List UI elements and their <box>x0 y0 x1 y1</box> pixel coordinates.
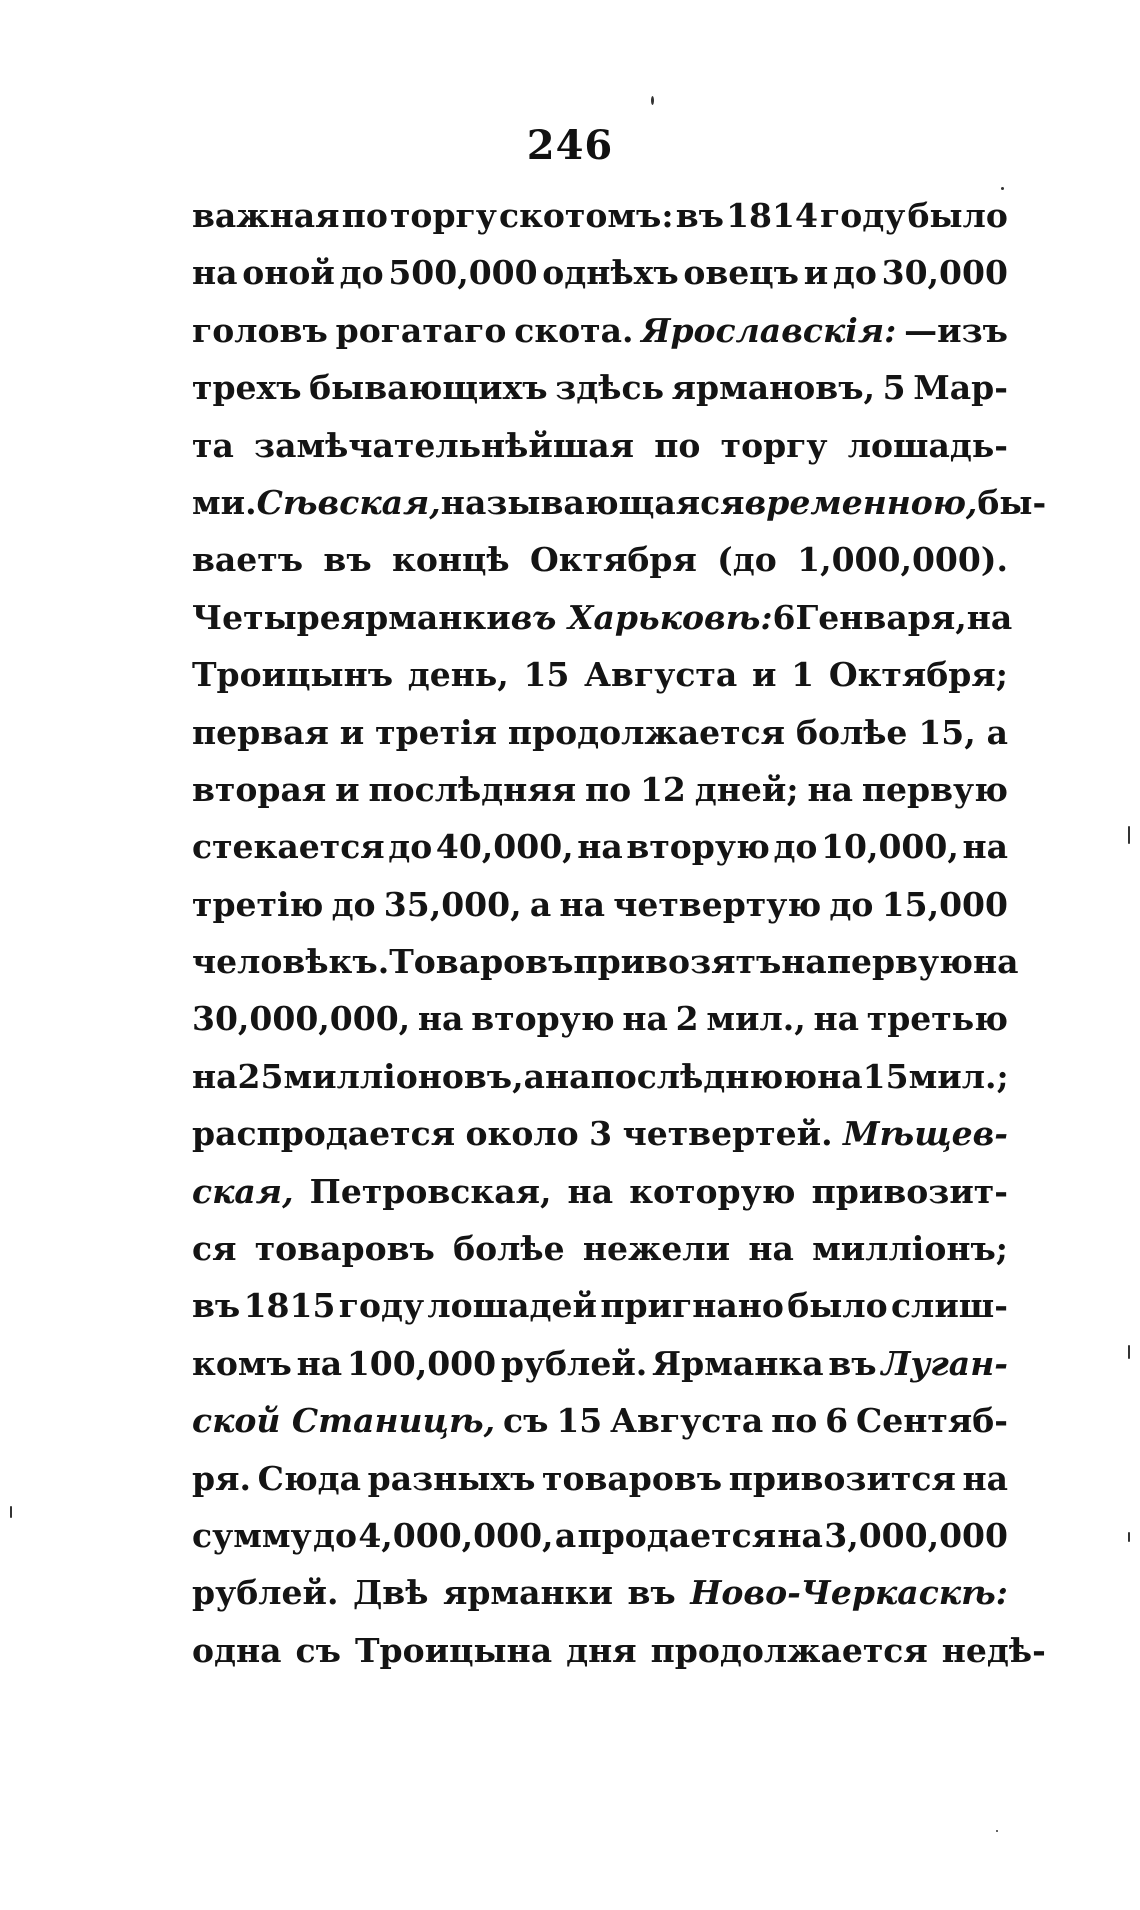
word: привозится <box>728 1458 956 1498</box>
word: ми. <box>192 482 257 522</box>
italic-word: Сѣвская, <box>256 482 441 522</box>
word: слиш- <box>890 1286 1008 1326</box>
word: на <box>748 1229 794 1269</box>
italic-word: Ново-Черкаскѣ: <box>690 1573 1008 1613</box>
word: товаровъ <box>254 1229 435 1269</box>
word: Петровская, <box>309 1171 552 1211</box>
word: разныхъ <box>367 1458 536 1498</box>
word: продолжается <box>650 1630 928 1670</box>
word: четвертую <box>613 884 822 924</box>
word: на <box>567 1171 614 1211</box>
word: 12 <box>639 769 686 809</box>
word: торгу <box>720 425 828 465</box>
word: на <box>417 999 464 1039</box>
word: здѣсь <box>555 368 664 408</box>
word: оной <box>242 253 335 293</box>
word: на <box>192 1056 238 1096</box>
word: 15,000 <box>881 884 1008 924</box>
word: 30,000 <box>881 253 1008 293</box>
word: важная <box>192 196 340 235</box>
text-line <box>192 426 1008 483</box>
word: комъ <box>192 1343 292 1383</box>
word: вторую <box>626 827 770 867</box>
word: человѣкъ. <box>192 942 390 982</box>
word: 1 <box>791 655 815 695</box>
italic-word: Ярославскія: <box>641 310 897 350</box>
text-line <box>192 1516 1008 1573</box>
word: болѣе <box>795 712 908 752</box>
word: 15 <box>523 655 570 695</box>
word: —изъ <box>904 310 1008 350</box>
word: по <box>654 425 701 465</box>
word: лошадь- <box>847 425 1008 465</box>
word: третія <box>375 712 498 752</box>
word: около <box>465 1114 579 1154</box>
word: торгу <box>389 196 497 235</box>
word: 25 <box>237 1056 284 1096</box>
word: та <box>192 425 234 465</box>
text-line <box>192 1057 1008 1114</box>
text-line <box>192 1344 1008 1401</box>
word: на <box>962 827 1008 867</box>
word: товаровъ <box>542 1458 723 1498</box>
word: Троицына <box>354 1630 553 1670</box>
text-line <box>192 1114 1008 1171</box>
word: привозит- <box>811 1171 1008 1211</box>
word: Товаровъ <box>389 942 574 982</box>
word: и <box>335 769 360 809</box>
word: рогатаго <box>335 310 507 350</box>
print-speck <box>996 1830 998 1832</box>
word: концѣ <box>392 540 510 580</box>
word: ярмановъ, <box>671 368 876 408</box>
word: скотомъ: <box>499 196 674 235</box>
word: третью <box>866 999 1008 1039</box>
word: называющаяся <box>440 482 745 522</box>
word: трехъ <box>192 368 302 408</box>
page-number: 246 <box>526 122 614 169</box>
word: 4,000,000, <box>358 1515 554 1555</box>
text-line <box>192 311 1008 368</box>
word: рублей. <box>192 1573 339 1613</box>
word: распродается <box>192 1114 456 1154</box>
word: милліонъ; <box>812 1229 1008 1269</box>
print-speck <box>1128 1345 1130 1359</box>
word: пригнано <box>600 1286 784 1326</box>
word: овецъ <box>683 253 799 293</box>
word: дней; <box>694 769 799 809</box>
word: по <box>584 769 632 809</box>
text-line <box>192 827 1008 884</box>
word: недѣ- <box>941 1630 1046 1670</box>
word: Сюда <box>257 1458 362 1498</box>
text-line <box>192 1630 1046 1688</box>
word: ся <box>192 1229 237 1269</box>
word: рублей. <box>500 1343 648 1383</box>
print-speck <box>1128 826 1130 844</box>
word: по <box>341 196 388 235</box>
word: по <box>771 1401 818 1441</box>
word: день, <box>407 655 509 695</box>
word: году <box>338 1286 425 1326</box>
word: мил., <box>706 999 806 1039</box>
word: а <box>523 1056 545 1096</box>
word: 1,000,000). <box>797 540 1008 580</box>
word: (до <box>717 540 777 580</box>
word: послѣднюю <box>590 1056 818 1096</box>
text-line <box>192 1573 1008 1630</box>
word: въ <box>323 540 372 580</box>
word: на <box>807 769 853 809</box>
text-line <box>192 253 1008 310</box>
word: скота. <box>514 310 634 350</box>
word: Генваря, <box>795 597 967 637</box>
print-speck <box>651 96 654 105</box>
word: Сентяб- <box>856 1401 1008 1441</box>
text-line <box>192 597 1013 655</box>
word: на <box>192 253 238 293</box>
word: послѣдняя <box>368 769 577 809</box>
text-line <box>192 942 1019 999</box>
word: бы- <box>977 482 1047 522</box>
italic-word: Луган- <box>881 1343 1008 1383</box>
word: 10,000, <box>821 827 959 867</box>
italic-word: ской Станицѣ, <box>192 1401 496 1441</box>
word: привозятъ <box>573 942 782 982</box>
word: съ <box>503 1401 549 1441</box>
text-line <box>192 540 1008 597</box>
word: на <box>972 942 1019 982</box>
word: ря. <box>192 1458 251 1498</box>
word: Августа <box>584 655 738 695</box>
word: до <box>832 253 877 293</box>
word: а <box>554 1515 577 1555</box>
word: на <box>577 827 623 867</box>
word: на <box>781 942 827 982</box>
text-line <box>192 1459 1008 1516</box>
word: дня <box>566 1630 637 1670</box>
word: въ <box>192 1286 241 1326</box>
print-speck <box>1001 187 1004 190</box>
word: было <box>907 196 1008 235</box>
word: лошадей <box>427 1286 597 1326</box>
word: 6 <box>772 597 796 637</box>
word: Троицынъ <box>192 655 394 695</box>
word: до <box>331 884 376 924</box>
word: Четыре <box>192 597 341 637</box>
text-line <box>192 713 1008 770</box>
print-speck <box>10 1506 12 1518</box>
word: на <box>559 884 605 924</box>
word: на <box>966 597 1013 637</box>
word: вторую <box>471 999 615 1039</box>
text-line <box>192 885 1008 942</box>
word: ярманки <box>340 597 511 637</box>
word: продолжается <box>507 712 786 752</box>
word: до <box>829 884 874 924</box>
word: 15, <box>918 712 976 752</box>
word: 40,000, <box>435 827 574 867</box>
word: на <box>622 999 668 1039</box>
word: а <box>986 712 1008 752</box>
text-line <box>192 770 1008 827</box>
word: Октября <box>529 540 697 580</box>
word: нежели <box>582 1229 731 1269</box>
word: Двѣ <box>352 1573 429 1613</box>
word: первую <box>826 942 973 982</box>
word: 5 <box>882 368 906 408</box>
word: которую <box>629 1171 796 1211</box>
word: 2 <box>675 999 699 1039</box>
word: вторая <box>192 769 327 809</box>
word: 500,000 <box>388 253 538 293</box>
word: четвертей. <box>622 1114 833 1154</box>
word: было <box>787 1286 888 1326</box>
word: до <box>773 827 818 867</box>
word: году <box>820 196 906 235</box>
word: а <box>529 884 552 924</box>
word: сумму <box>192 1515 312 1555</box>
italic-word: въ Харьковѣ: <box>510 597 773 637</box>
word: Ярманка <box>652 1343 824 1383</box>
italic-word: ская, <box>192 1171 294 1211</box>
word: ярманки <box>442 1573 613 1613</box>
word: замѣчательнѣйшая <box>254 425 635 465</box>
word: 3,000,000 <box>824 1515 1008 1555</box>
text-line <box>192 1172 1008 1229</box>
word: продается <box>577 1515 777 1555</box>
word: третію <box>192 884 324 924</box>
word: Августа <box>610 1401 764 1441</box>
text-line <box>192 368 1008 425</box>
word: болѣе <box>453 1229 565 1269</box>
text-line <box>192 655 1008 712</box>
word: до <box>313 1515 358 1555</box>
italic-word: Мѣщев- <box>843 1114 1008 1154</box>
word: на <box>813 999 860 1039</box>
word: въ <box>675 196 724 235</box>
text-line <box>192 1401 1008 1458</box>
word: и <box>803 253 829 293</box>
text-line <box>192 196 1008 253</box>
word: до <box>388 827 433 867</box>
print-speck <box>1128 1532 1130 1542</box>
word: первую <box>861 769 1008 809</box>
text-line <box>192 1286 1008 1343</box>
word: на <box>962 1458 1008 1498</box>
word: 15 <box>862 1056 909 1096</box>
text-line <box>192 999 1008 1056</box>
word: первая <box>192 712 329 752</box>
word: Мар- <box>913 368 1008 408</box>
word: на <box>817 1056 863 1096</box>
word: головъ <box>192 310 328 350</box>
word: и <box>339 712 365 752</box>
word: мил.; <box>908 1056 1009 1096</box>
word: 30,000,000, <box>192 999 411 1039</box>
word: одна <box>192 1630 282 1670</box>
word: съ <box>295 1630 341 1670</box>
word: однѣхъ <box>542 253 679 293</box>
word: ваетъ <box>192 540 304 580</box>
word: 100,000 <box>346 1343 497 1383</box>
word: въ <box>828 1343 877 1383</box>
word: милліоновъ, <box>283 1056 524 1096</box>
word: бывающихъ <box>309 368 548 408</box>
word: 15 <box>556 1401 603 1441</box>
word: Октября; <box>828 655 1008 695</box>
word: и <box>751 655 777 695</box>
text-line <box>192 482 1047 540</box>
word: 1814 <box>726 196 818 235</box>
word: до <box>339 253 384 293</box>
word: на <box>777 1515 823 1555</box>
word: 6 <box>825 1401 849 1441</box>
italic-word: временною, <box>744 482 978 522</box>
word: въ <box>627 1573 676 1613</box>
body-text <box>192 196 1047 1688</box>
word: 1815 <box>243 1286 336 1326</box>
word: 35,000, <box>383 884 522 924</box>
word: 3 <box>589 1114 613 1154</box>
text-line <box>192 1229 1008 1286</box>
word: стекается <box>192 827 385 867</box>
word: на <box>296 1343 343 1383</box>
word: на <box>545 1056 591 1096</box>
